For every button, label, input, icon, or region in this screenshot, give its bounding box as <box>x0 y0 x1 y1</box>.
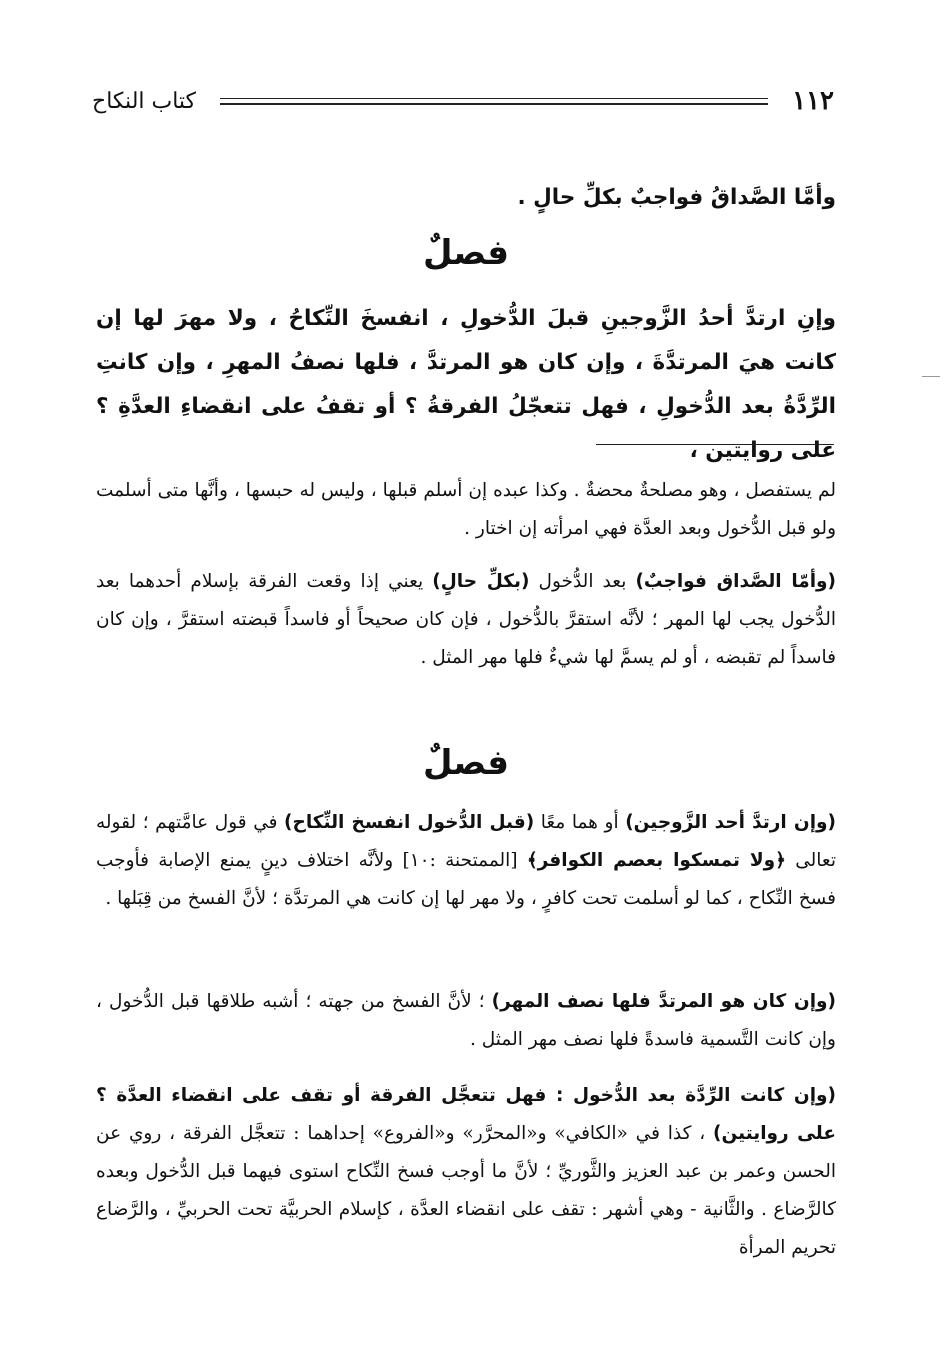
quoted-matn: (وإن كانت الرِّدَّة بعد الدُّخول : فهل تتعجَّل الفرقة أو تقف على انقضاء العدَّة ؟ على روايتين) <box>96 1085 836 1144</box>
commentary-text: يعني إذا وقعت الفرقة بإسلام أحدهما بعد الدُّخول يجب لها المهر ؛ لأنَّه استقرَّ بالدُّخول ، فإن كان صحيحاً أو فاسداً قبضته استقرَّ ، وإن كان فاسداً لم تقبضه ، أو لم يسمَّ لها شيءٌ فلها مهر المثل . <box>96 571 836 668</box>
commentary-text: ، كذا في «الكافي» و«المحرَّر» و«الفروع» إحداهما : تتعجَّل الفرقة ، روي عن الحسن وعمر بن عبد العزيز والثَّوريِّ ؛ لأنَّ ما أوجب فسخ النِّكاح استوى فيهما قبل الدُّخول وبعده كالرَّضاع . والثَّانية - وهي أشهر : تقف على انقضاء العدَّة ، كإسلام الحربيَّة تحت الحربيِّ ، والرَّضاع تحريم المرأة <box>96 1123 836 1258</box>
running-header <box>92 84 834 118</box>
commentary-paragraph <box>96 563 836 677</box>
quoted-matn: (بكلِّ حالٍ) <box>432 571 530 592</box>
commentary-text: في قول عامَّتهم ؛ لقوله تعالى <box>96 812 836 871</box>
quoted-matn: (وإن ارتدَّ أحد الزَّوجين) <box>625 812 836 833</box>
quran-verse: ﴿ولا تمسكوا بعصم الكوافر﴾ <box>526 850 786 871</box>
margin-mark <box>922 376 940 377</box>
commentary-text: [الممتحنة :١٠] ولأنَّه اختلاف دينٍ يمنع الإصابة فأوجب فسخ النِّكاح ، كما لو أسلمت تحت كافرٍ ، ولا مهر لها إن كانت هي المرتدَّة ؛ لأنَّ الفسخ من قِبَلها . <box>96 850 836 909</box>
commentary-paragraph <box>96 1077 836 1267</box>
commentary-paragraph <box>96 983 836 1059</box>
header-rule <box>220 98 768 105</box>
matn-line: وأمَّا الصَّداقُ فواجبٌ بكلِّ حالٍ . <box>517 185 836 210</box>
quoted-matn: (وأمّا الصَّداق فواجبٌ) <box>635 571 837 592</box>
commentary-text: بعد الدُّخول <box>529 571 636 592</box>
book-title: كتاب النكاح <box>92 88 197 114</box>
page-number: ١١٢ <box>792 86 834 116</box>
matn-separator-rule <box>596 444 834 445</box>
commentary-text: ؛ لأنَّ الفسخ من جهته ؛ أشبه طلاقها قبل الدُّخول ، وإن كانت التَّسمية فاسدةً فلها نصف مهر المثل . <box>96 991 836 1050</box>
commentary-paragraph <box>96 804 836 918</box>
commentary-text: أو هما معًا <box>534 812 626 833</box>
quoted-matn: (وإن كان هو المرتدَّ فلها نصف المهر) <box>491 991 836 1012</box>
commentary-paragraph: لم يستفصل ، وهو مصلحةٌ محضةٌ . وكذا عبده إن أسلم قبلها ، وليس له حبسها ، وأنَّها متى أسلمت ولو قبل الدُّخول وبعد العدَّة فهي امرأته إن اختار . <box>96 480 836 539</box>
matn-paragraph: وإنِ ارتدَّ أحدُ الزَّوجينِ قبلَ الدُّخولِ ، انفسخَ النِّكاحُ ، ولا مهرَ لها إن كانت هيَ المرتدَّةَ ، وإن كان هو المرتدَّ ، فلها نصفُ المهرِ ، وإن كانتِ الرِّدَّةُ بعد الدُّخولِ ، فهل تتعجّلُ الفرقةُ ؟ أو تقفُ على انقضاءِ العدَّةِ ؟ على روايتين ، <box>96 306 836 463</box>
section-heading: فصلٌ <box>422 743 510 783</box>
section-heading: فصلٌ <box>422 233 510 273</box>
quoted-matn: (قبل الدُّخول انفسخ النِّكاح) <box>284 812 535 833</box>
